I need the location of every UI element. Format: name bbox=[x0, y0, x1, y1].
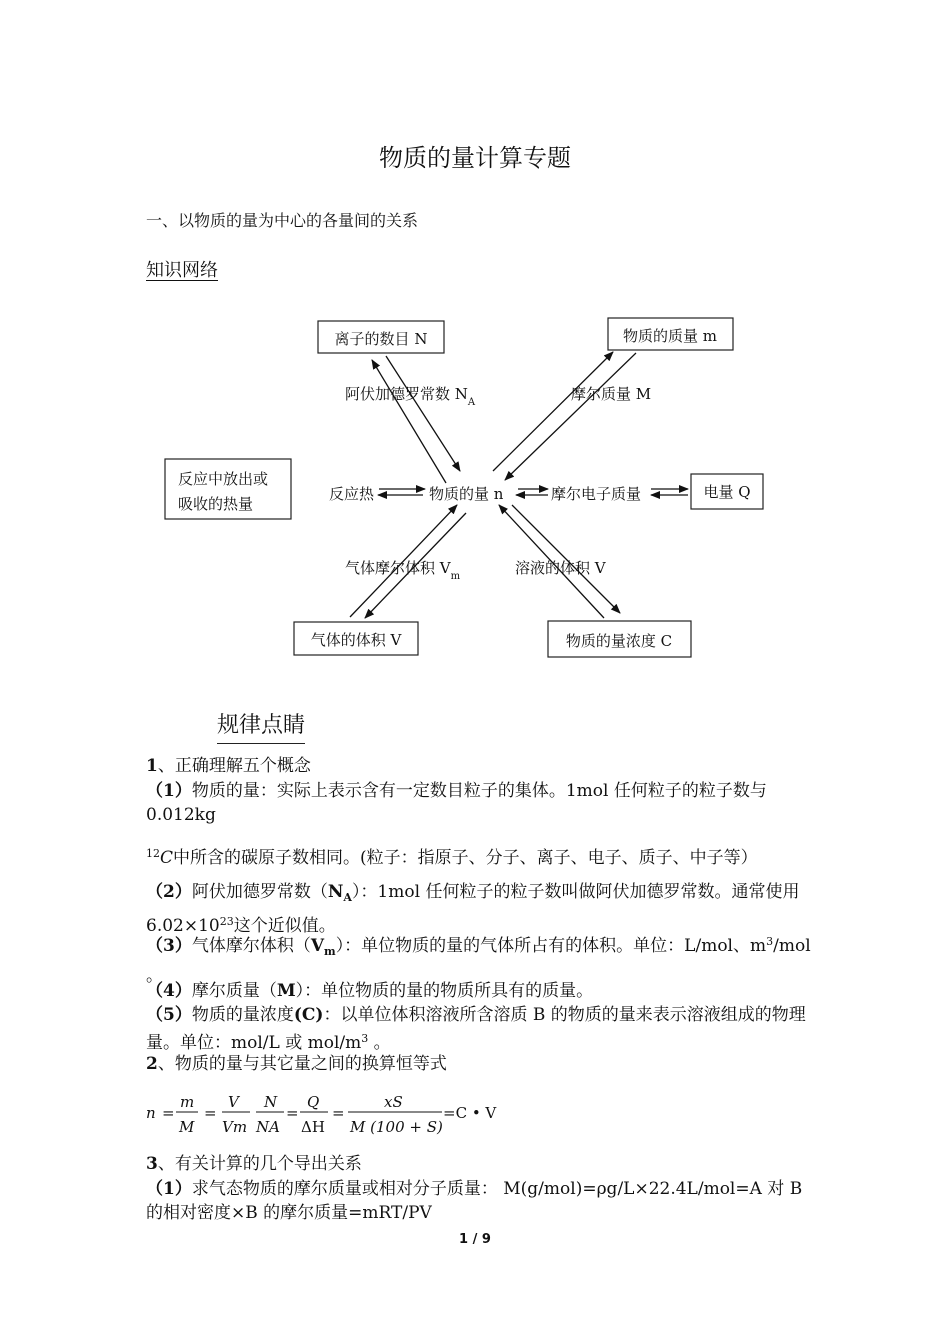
concept-1: （1）物质的量：实际上表示含有一定数目粒子的集体。1mol 任何粒子的粒子数与 0.012kg bbox=[146, 781, 767, 825]
guilv-heading: 规律点睛 bbox=[217, 708, 305, 744]
svg-text:=: = bbox=[204, 1104, 217, 1122]
concept-2: （2）阿伏加德罗常数$(N_A)$：1mol 任何粒子的粒子数叫做阿伏加德罗常数。通常使用 $6.02\times 10^{23}$这个近似值。 bbox=[146, 882, 800, 936]
concept-5: （5）物质的量浓度(C)：以单位体积溶液所含溶质 B 的物质的量来表示溶液组成的物理量。单位：mol/L 或 mol/$m^3$ 。 bbox=[146, 1005, 806, 1053]
box-ion-count-label: 离子的数目 N bbox=[334, 330, 428, 348]
label-molar-volume: 气体摩尔体积 $V_m$ bbox=[345, 559, 461, 582]
svg-text:=: = bbox=[162, 1104, 175, 1122]
point-3-1: （1）求气态物质的摩尔质量或相对分子质量： M(g/mol)=ρg/L×22.4L/mol=A 对 B 的相对密度×B 的摩尔质量=mRT/PV bbox=[146, 1179, 803, 1223]
point-1-heading: 1、正确理解五个概念 bbox=[146, 756, 311, 776]
box-gas-volume-label: 气体的体积 V bbox=[310, 631, 402, 649]
svg-text:M (100 + S): M (100 + S) bbox=[350, 1118, 443, 1136]
svg-text:=: = bbox=[286, 1104, 299, 1122]
svg-text:N: N bbox=[264, 1093, 278, 1111]
box-concentration-label: 物质的量浓度 C bbox=[565, 632, 673, 650]
svg-text:Vm: Vm bbox=[222, 1118, 248, 1136]
concept-3: （3）气体摩尔体积$(V_m)$：单位物质的量的气体所占有的体积。单位：L/mol、$m^3$/mol 。 bbox=[146, 935, 811, 986]
svg-text:ΔH: ΔH bbox=[301, 1118, 325, 1136]
svg-text:Q: Q bbox=[307, 1093, 320, 1111]
svg-text:xS: xS bbox=[384, 1093, 403, 1111]
conversion-formula bbox=[146, 1086, 546, 1146]
page-title: 物质的量计算专题 bbox=[379, 144, 571, 172]
box-charge-label: 电量 Q bbox=[703, 483, 751, 501]
knowledge-network-heading: 知识网络 bbox=[146, 260, 218, 281]
section-heading: 一、以物质的量为中心的各量间的关系 bbox=[146, 211, 419, 230]
svg-text:=C • V: =C • V bbox=[443, 1104, 497, 1122]
label-avogadro: 阿伏加德罗常数 $N_A$ bbox=[345, 385, 476, 408]
point-2-heading: 2、物质的量与其它量之间的换算恒等式 bbox=[146, 1054, 447, 1074]
box-heat-line2: 吸收的热量 bbox=[178, 495, 254, 513]
page-number: 1 / 9 bbox=[459, 1232, 491, 1247]
box-mass-label: 物质的质量 m bbox=[623, 327, 717, 345]
label-electron-mass: 摩尔电子质量 bbox=[551, 485, 642, 503]
svg-text:V: V bbox=[228, 1093, 239, 1111]
svg-text:m: m bbox=[180, 1093, 195, 1111]
label-solution-volume: 溶液的体积 V bbox=[515, 559, 606, 577]
center-node: 物质的量 n bbox=[429, 485, 504, 503]
svg-text:n: n bbox=[146, 1104, 156, 1122]
svg-text:NA: NA bbox=[256, 1118, 280, 1136]
box-heat-line1: 反应中放出或 bbox=[178, 470, 269, 488]
label-molar-mass: 摩尔质量 M bbox=[571, 385, 652, 403]
knowledge-network-diagram bbox=[0, 300, 950, 670]
svg-text:M: M bbox=[179, 1118, 195, 1136]
concept-4: （4）摩尔质量（M）：单位物质的量的物质所具有的质量。 bbox=[146, 981, 594, 1001]
concept-1-cont: $^{12}$C中所含的碳原子数相同。(粒子：指原子、分子、离子、电子、质子、中子等） bbox=[146, 847, 758, 868]
label-reaction-heat: 反应热 bbox=[329, 485, 375, 503]
svg-text:=: = bbox=[332, 1104, 345, 1122]
point-3-heading: 3、有关计算的几个导出关系 bbox=[146, 1154, 362, 1174]
